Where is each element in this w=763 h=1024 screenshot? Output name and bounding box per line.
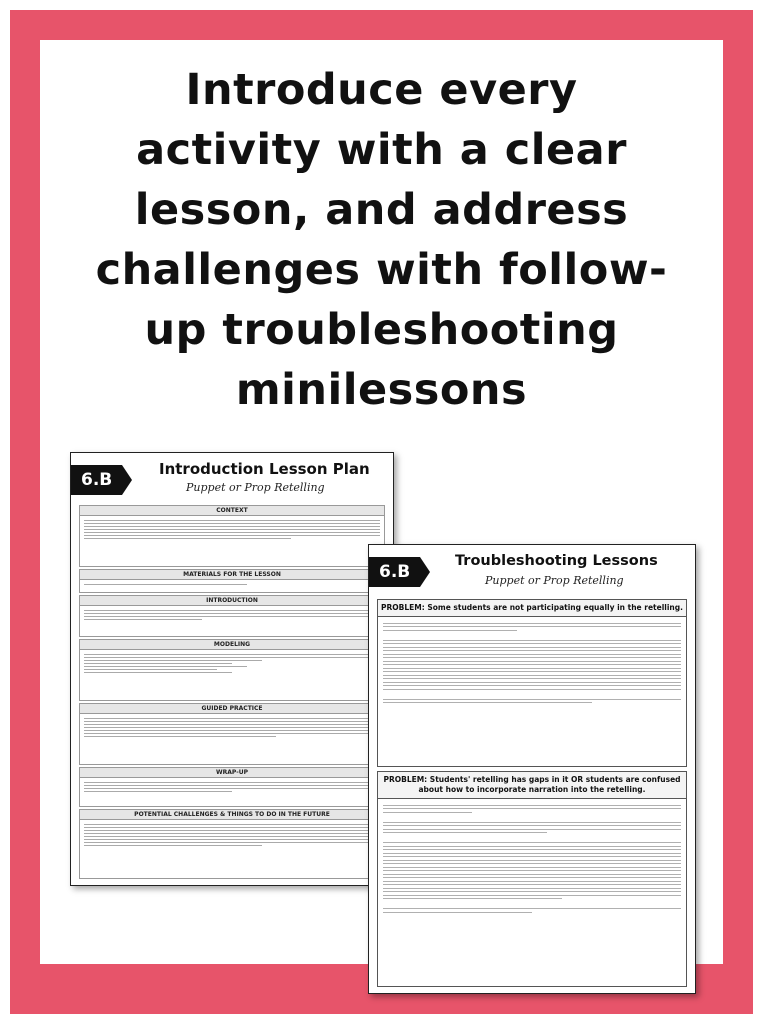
headline-line: Introduce every [185, 65, 578, 115]
page-tag: 6.B [369, 557, 420, 587]
problem-2-box [377, 771, 687, 987]
section-guided-practice [79, 703, 385, 765]
problem-heading: PROBLEM: Some students are not participating equally in the retelling. [378, 600, 686, 617]
headline-line: activity with a clear [136, 125, 627, 175]
headline-line: up troubleshooting [144, 305, 619, 355]
page-title: Troubleshooting Lessons [455, 553, 658, 569]
troubleshooting-lessons-page [368, 544, 696, 994]
problem-1-box [377, 599, 687, 767]
section-introduction [79, 595, 385, 637]
section-heading: POTENTIAL CHALLENGES & THINGS TO DO IN THE FUTURE [80, 810, 384, 820]
section-heading: GUIDED PRACTICE [80, 704, 384, 714]
problem-heading: PROBLEM: Students' retelling has gaps in it OR students are confused about how to incorporate narration into the retelling. [378, 772, 686, 799]
introduction-lesson-plan-page [70, 452, 394, 886]
page-title: Introduction Lesson Plan [159, 460, 370, 478]
section-materials [79, 569, 385, 593]
section-modeling [79, 639, 385, 701]
section-context [79, 505, 385, 567]
section-heading: MATERIALS FOR THE LESSON [80, 570, 384, 580]
page-tag: 6.B [71, 465, 122, 495]
section-heading: CONTEXT [80, 506, 384, 516]
headline [60, 60, 703, 420]
headline-line: minilessons [235, 365, 528, 415]
section-potential-challenges [79, 809, 385, 879]
headline-line: challenges with follow- [95, 245, 668, 295]
headline-line: lesson, and address [134, 185, 629, 235]
page-subtitle: Puppet or Prop Retelling [186, 481, 325, 494]
section-heading: MODELING [80, 640, 384, 650]
section-heading: WRAP-UP [80, 768, 384, 778]
page-subtitle: Puppet or Prop Retelling [485, 574, 624, 587]
section-wrap-up [79, 767, 385, 807]
section-heading: INTRODUCTION [80, 596, 384, 606]
